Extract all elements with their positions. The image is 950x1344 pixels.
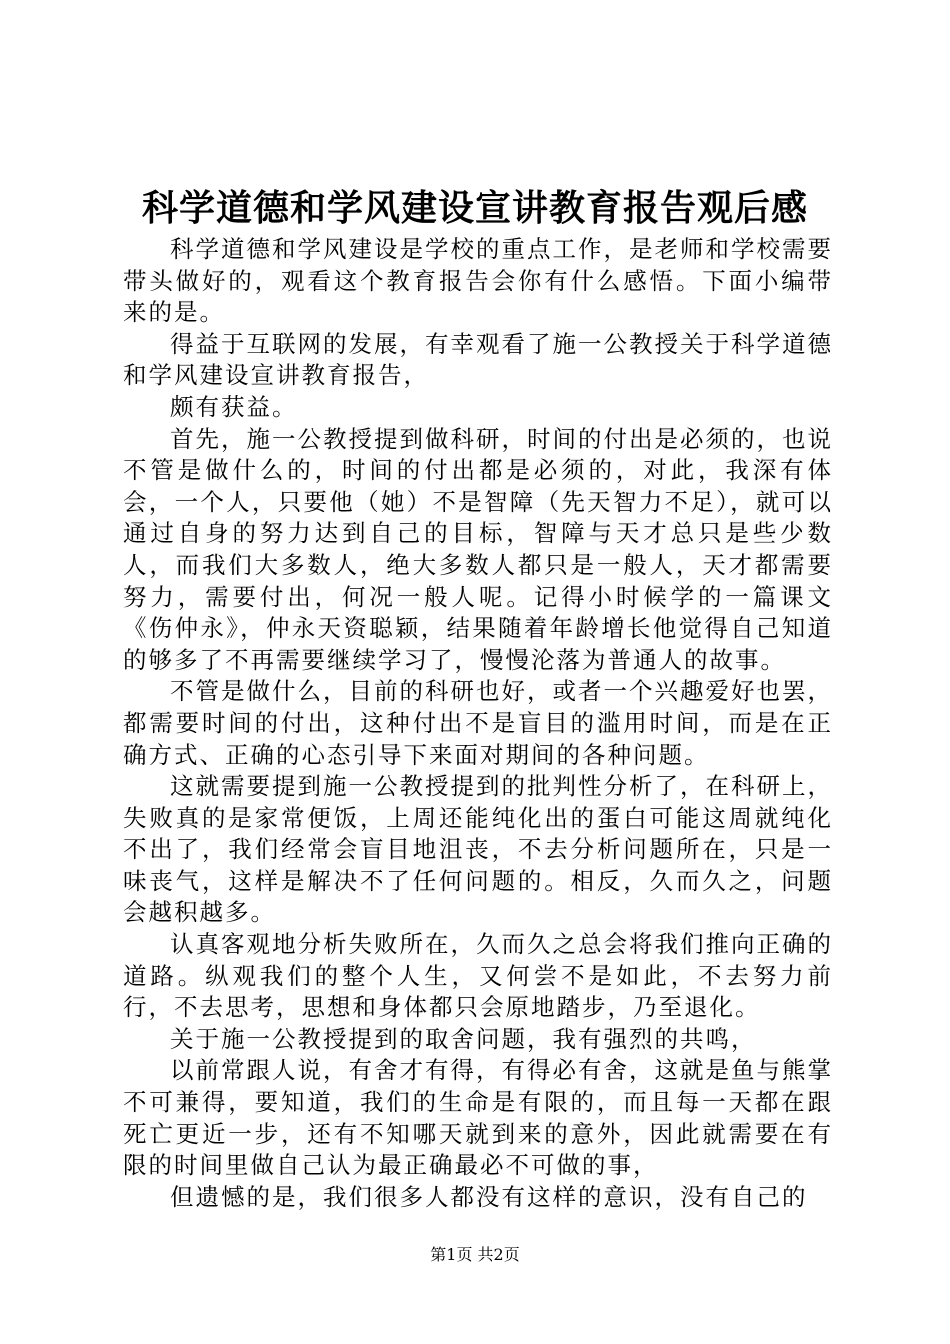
page-footer: 第1页 共2页 [430,1245,520,1264]
document-title: 科学道德和学风建设宣讲教育报告观后感 [141,187,808,229]
paragraph: 得益于互联网的发展，有幸观看了施一公教授关于科学道德和学风建设宣讲教育报告， [123,329,833,390]
paragraph: 这就需要提到施一公教授提到的批判性分析了，在科研上，失败真的是家常便饭，上周还能纯化出的蛋白可能这周就纯化不出了，我们经常会盲目地沮丧，不去分析问题所在，只是一味丧气，这样是解决不了任何问题的。相反，久而久之，问题会越积越多。 [123,772,833,927]
paragraph: 关于施一公教授提到的取舍问题，我有强烈的共鸣， [170,1024,757,1053]
paragraph: 科学道德和学风建设是学校的重点工作，是老师和学校需要带头做好的，观看这个教育报告会你有什么感悟。下面小编带来的是。 [123,235,833,327]
paragraph: 但遗憾的是，我们很多人都没有这样的意识，没有自己的 [170,1182,808,1211]
paragraph: 以前常跟人说，有舍才有得，有得必有舍，这就是鱼与熊掌不可兼得，要知道，我们的生命是有限的，而且每一天都在跟死亡更近一步，还有不知哪天就到来的意外，因此就需要在有限的时间里做自己认为最正确最必不可做的事， [123,1056,833,1180]
document-body [123,234,833,1213]
paragraph: 不管是做什么，目前的科研也好，或者一个兴趣爱好也罢，都需要时间的付出，这种付出不是盲目的滥用时间，而是在正确方式、正确的心态引导下来面对期间的各种问题。 [123,677,833,769]
paragraph: 首先，施一公教授提到做科研，时间的付出是必须的，也说不管是做什么的，时间的付出都是必须的，对此，我深有体会，一个人，只要他（她）不是智障（先天智力不足），就可以通过自身的努力达到自己的目标，智障与天才总只是些少数人，而我们大多数人，绝大多数人都只是一般人，天才都需要努力，需要付出，何况一般人呢。记得小时候学的一篇课文《伤仲永》，仲永天资聪颖，结果随着年龄增长他觉得自己知道的够多了不再需要继续学习了，慢慢沦落为普通人的故事。 [123,424,833,674]
paragraph: 颇有获益。 [170,392,298,421]
paragraph: 认真客观地分析失败所在，久而久之总会将我们推向正确的道路。纵观我们的整个人生，又何尝不是如此，不去努力前行，不去思考，思想和身体都只会原地踏步，乃至退化。 [123,930,833,1022]
